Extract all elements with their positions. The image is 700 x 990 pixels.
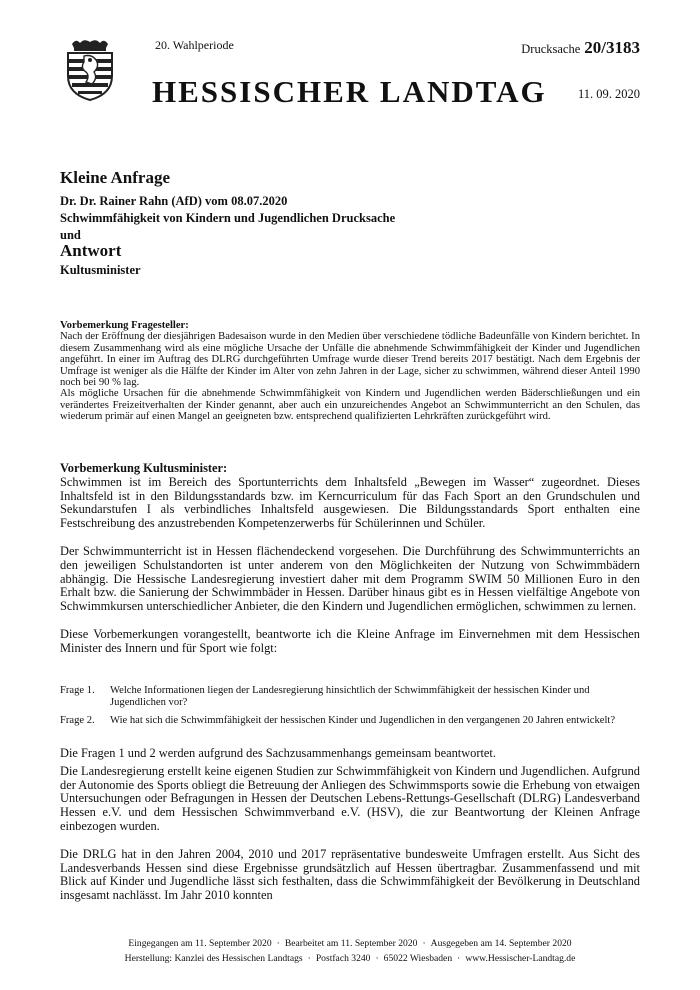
wahlperiode: 20. Wahlperiode xyxy=(155,38,234,52)
vorbemerkung-fragesteller-heading: Vorbemerkung Fragesteller: xyxy=(60,320,189,331)
und-connector: und xyxy=(60,228,81,242)
document-author: Dr. Dr. Rainer Rahn (AfD) vom 08.07.2020 xyxy=(60,194,288,208)
answer-heading: Antwort xyxy=(60,241,122,260)
ministry: Kultusminister xyxy=(60,263,141,277)
frage-text: Welche Informationen liegen der Landesregierung hinsichtlich der Schwimmfähigkeit der hessischen Kinder und Jugendlichen vor? xyxy=(110,685,590,708)
paragraph: Die Landesregierung erstellt keine eigenen Studien zur Schwimmfähigkeit von Kindern und Jugendlichen. Aufgrund der Autonomie des Sports obliegt die Betreuung der Anliegen des Schwimmsports sowie die Erhebung von etwaigen Untersuchungen oder Befragungen in Hessen der Deutschen Lebens-Rettungs-Gesellschaft (DLRG) Landesverband Hessen e.V. und dem Hessischen Schwimmverband e.V. (HSV), die zur Beantwortung der Kleinen Anfrage einbezogen wurden. xyxy=(60,763,640,833)
frage-label: Frage 1. xyxy=(60,685,95,696)
document-subject: Schwimmfähigkeit von Kindern und Jugendlichen Drucksache xyxy=(60,211,396,225)
paragraph: Nach der Eröffnung der diesjährigen Badesaison wurde in den Medien über verschiedene tödliche Badeunfälle von Kindern berichtet. In diesem Zusammenhang wird als eine mögliche Ursache der Unfälle die abnehmende Schwimmfähigkeit der Kinder und Jugendlichen angeführt. In einer im Auftrag des DLRG durchgeführten Umfrage wurde dieser Trend bereits 2017 bestätigt. Nach dem Ergebnis der Umfrage ist weniger als die Hälfte der Kinder im Alter von zehn Jahren in der Lage, sicher zu schwimmen, während dieser Anteil 1990 noch bei 90 % lag. xyxy=(60,331,640,389)
footer-ausgegeben: Ausgegeben am 14. September 2020 xyxy=(430,938,572,949)
footer-bearbeitet: Bearbeitet am 11. September 2020 xyxy=(284,938,418,949)
footer-herstellung: Herstellung: Kanzlei des Hessischen Landtags xyxy=(124,952,303,964)
document-type: Kleine Anfrage xyxy=(60,168,171,187)
document-date: 11. 09. 2020 xyxy=(577,87,640,101)
frage-text: Wie hat sich die Schwimmfähigkeit der hessischen Kinder und Jugendlichen in den vergangenen 20 Jahren entwickelt? xyxy=(110,715,616,726)
drucksache xyxy=(521,38,640,58)
paragraph: Schwimmen ist im Bereich des Sportunterrichts dem Inhaltsfeld „Bewegen im Wasser“ zugeordnet. Dieses Inhaltsfeld ist in den Bildungsstandards bzw. im Kerncurriculum für das Fach Sport an den Grundschulen und Sekundarstufen I als verbindliches Inhaltsfeld ausgewiesen. Die Bildungsstandards Sport enthalten eine Festschreibung des anzustrebenden Kompetenzerwerbs für Schülerinnen und Schüler. xyxy=(60,474,640,531)
paragraph: Diese Vorbemerkungen vorangestellt, beantworte ich die Kleine Anfrage im Einvernehmen mit dem Hessischen Minister des Innern und für Sport wie folgt: xyxy=(60,626,640,655)
footer-separator: · xyxy=(457,952,461,964)
parliament-title: HESSISCHER LANDTAG xyxy=(152,74,547,109)
footer-web-link[interactable]: www.Hessischer-Landtag.de xyxy=(465,952,576,964)
antwort-section xyxy=(60,747,640,903)
footer-separator: · xyxy=(422,938,426,949)
footer-eingegangen: Eingegangen am 11. September 2020 xyxy=(128,938,272,949)
paragraph: Die DRLG hat in den Jahren 2004, 2010 und 2017 repräsentative bundesweite Umfragen erstellt. Aus Sicht des Landesverbands Hessen sind diese Ergebnisse grundsätzlich auf Hessen übertragbar. Zusammenfassend und mit Blick auf Kinder und Jugendliche lässt sich festhalten, dass die Schwimmfähigkeit der Bevölkerung in Deutschland insgesamt nachlässt. Im Jahr 2010 konnten xyxy=(60,846,640,903)
footer-ort: 65022 Wiesbaden xyxy=(383,952,453,964)
paragraph: Die Fragen 1 und 2 werden aufgrund des Sachzusammenhangs gemeinsam beantwortet. xyxy=(60,746,496,760)
vorbemerkung-kultusminister xyxy=(60,462,640,656)
footer-separator: · xyxy=(375,952,379,964)
vorbemerkung-fragesteller xyxy=(60,320,640,423)
footer-dates xyxy=(0,937,700,952)
footer-publisher xyxy=(0,952,700,967)
hessen-coat-of-arms-icon xyxy=(62,38,118,102)
drucksache-label: Drucksache xyxy=(521,42,581,56)
footer-postfach: Postfach 3240 xyxy=(315,952,371,964)
drucksache-number: 20/3183 xyxy=(584,38,640,57)
vorbemerkung-kultusminister-heading: Vorbemerkung Kultusminister: xyxy=(60,461,228,475)
footer xyxy=(0,937,700,966)
frage-label: Frage 2. xyxy=(60,715,95,726)
footer-separator: · xyxy=(276,938,280,949)
footer-separator: · xyxy=(307,952,311,964)
paragraph: Der Schwimmunterricht ist in Hessen flächendeckend vorgesehen. Die Durchführung des Schwimmunterrichts an den jeweiligen Schulstandorten ist unter anderem von den Möglichkeiten der Nutzung von Schwimmbädern abhängig. Die Hessische Landesregierung investiert daher mit dem Programm SWIM 50 Millionen Euro in den Erhalt bzw. die Sanierung der Schwimmbäder in Hessen. Darüber hinaus gibt es in Hessen vielfältige Angebote von Schwimmkursen unterschiedlicher Anbieter, die den Kindern und Jugendlichen ermöglichen, schwimmen zu lernen. xyxy=(60,543,640,614)
paragraph: Als mögliche Ursachen für die abnehmende Schwimmfähigkeit von Kindern und Jugendlichen werden Bäderschließungen und ein verändertes Freizeitverhalten der Kinder genannt, aber auch ein unzureichendes Angebot an Schwimmunterricht an den Schulen, das wiederum primär auf einen Mangel an geeigneten bzw. entsprechend qualifizierten Lehrkräften zurückgeführt wird. xyxy=(60,388,640,423)
